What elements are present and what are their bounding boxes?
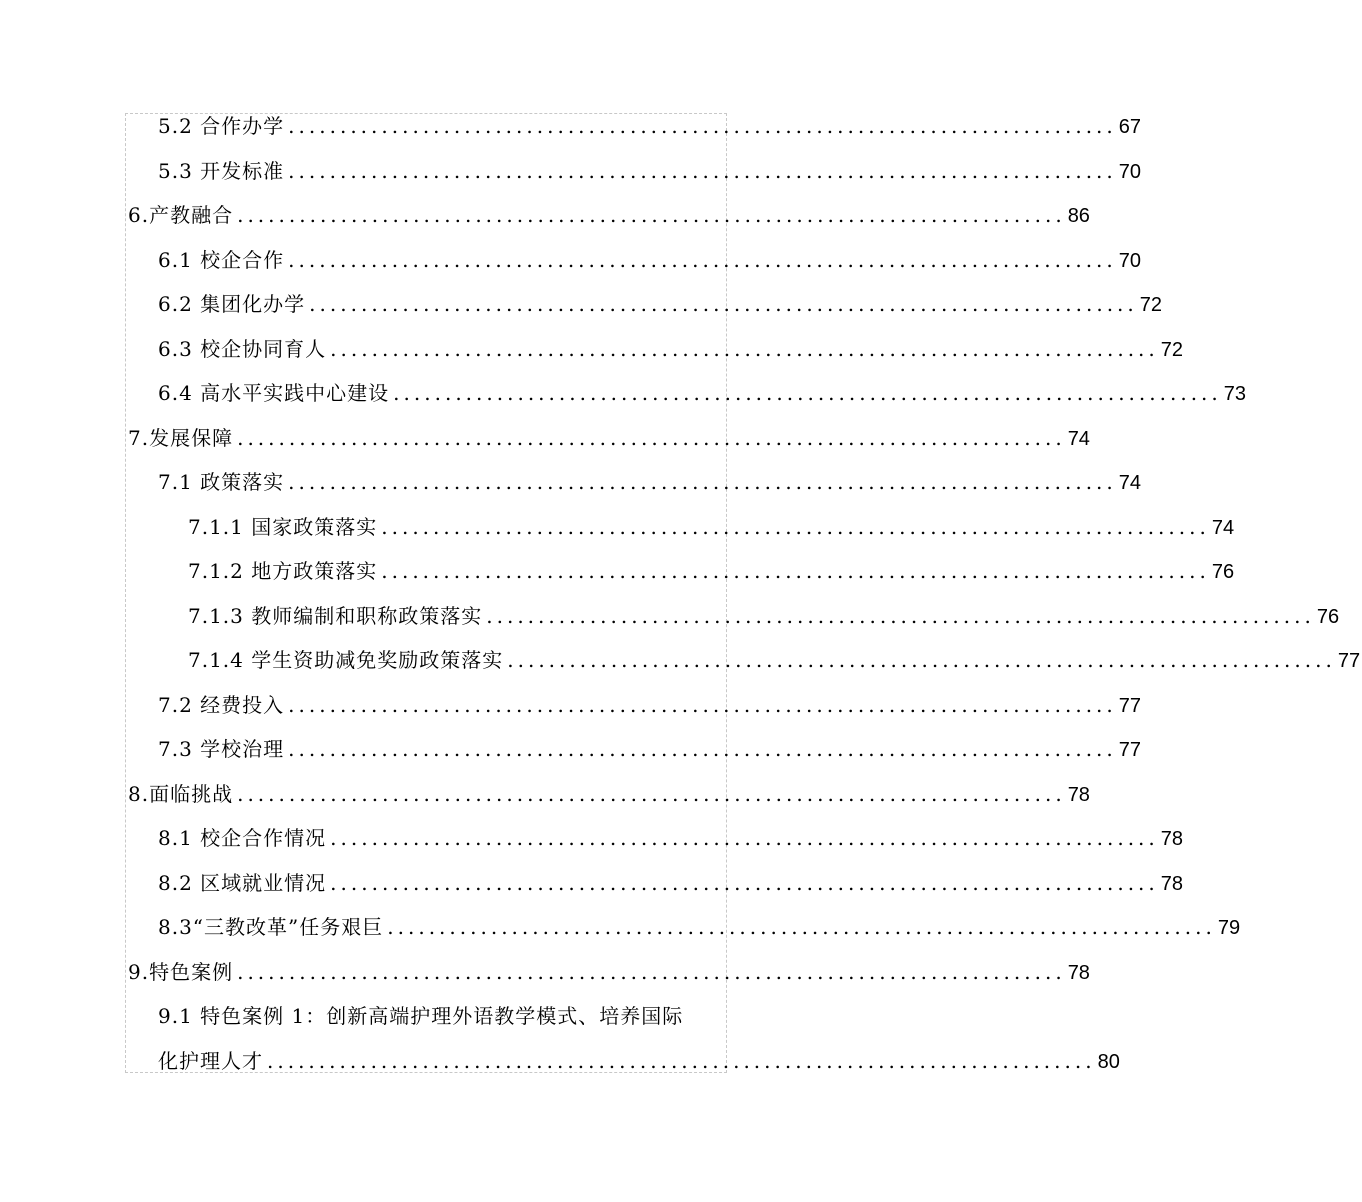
toc-entry[interactable] [125,149,1142,194]
toc-dot-leader: ................................................................................ [288,692,1117,717]
toc-page-number: 76 [1316,605,1340,628]
toc-entry[interactable] [125,416,1090,461]
toc-entry[interactable] [125,905,1241,950]
toc-dot-leader: ................................................................................ [387,915,1216,939]
toc-entry[interactable] [125,638,1361,683]
toc-entry-title: 7.1 政策落实 [158,470,285,494]
toc-entry-title: 7.2 经费投入 [158,692,285,717]
toc-page-number: 78 [1067,783,1090,806]
toc-entry-title: 6.1 校企合作 [158,247,285,272]
toc-page-number: 78 [1160,872,1184,895]
toc-entry-title: 8.面临挑战 [128,781,234,806]
toc-dot-leader: ................................................................................ [309,292,1138,316]
toc-entry-title-continued: 化护理人才 [158,1048,263,1073]
table-of-contents [125,104,1361,1083]
toc-dot-leader: ................................................................................ [237,959,1066,984]
toc-entry-title: 7.1.4 学生资助减免奖励政策落实 [188,648,504,672]
toc-entry-title: 5.3 开发标准 [158,158,285,183]
toc-dot-leader: ................................................................................ [237,781,1066,806]
toc-page-number: 73 [1223,383,1247,405]
toc-dot-leader: ................................................................................ [288,737,1117,761]
toc-entry-title: 7.1.2 地方政策落实 [188,559,378,583]
toc-page-number: 78 [1067,961,1090,984]
toc-entry-title: 6.2 集团化办学 [158,292,306,316]
toc-dot-leader: ................................................................................ [288,158,1117,183]
toc-dot-leader: ................................................................................ [288,114,1117,138]
toc-page-number: 74 [1211,516,1235,539]
toc-entry-title: 8.3“三教改革”任务艰巨 [158,915,384,939]
toc-entry-continuation [158,1039,1120,1084]
toc-entry-title: 8.1 校企合作情况 [158,826,327,850]
toc-entry[interactable] [125,371,1247,416]
toc-entry-title: 8.2 区域就业情况 [158,870,327,895]
toc-entry[interactable] [125,327,1184,372]
toc-dot-leader: ................................................................................ [330,826,1159,850]
toc-page-number: 80 [1097,1050,1120,1073]
toc-page-number: 67 [1118,116,1142,138]
toc-entry[interactable] [125,104,1142,149]
toc-entry-title: 7.1.3 教师编制和职称政策落实 [188,603,483,628]
toc-entry[interactable] [125,816,1184,861]
toc-page-number: 72 [1160,338,1184,361]
toc-entry-title: 9.特色案例 [128,959,234,984]
toc-dot-leader: ................................................................................ [486,603,1315,628]
toc-dot-leader: ................................................................................ [507,648,1336,672]
toc-entry[interactable] [125,238,1142,283]
toc-dot-leader: ................................................................................ [267,1048,1096,1073]
toc-entry[interactable] [125,460,1142,505]
toc-entry[interactable] [125,594,1340,639]
toc-entry-title: 6.产教融合 [128,203,234,227]
toc-entry[interactable] [125,727,1142,772]
toc-entry-title: 9.1 特色案例 1：创新高端护理外语教学模式、培养国际 [158,1004,684,1028]
toc-dot-leader: ................................................................................ [288,470,1117,494]
toc-dot-leader: ................................................................................ [237,425,1066,450]
toc-page-number: 72 [1139,294,1163,316]
toc-dot-leader: ................................................................................ [381,559,1210,583]
toc-dot-leader: ................................................................................ [237,203,1066,227]
toc-page-number: 79 [1217,917,1241,939]
toc-entry[interactable] [125,861,1184,906]
toc-entry[interactable] [125,549,1235,594]
toc-entry[interactable] [125,505,1235,550]
toc-dot-leader: ................................................................................ [381,514,1210,539]
toc-entry[interactable] [125,950,1090,995]
toc-page-number: 74 [1067,427,1090,450]
toc-entry[interactable] [125,193,1090,238]
toc-entry-title: 7.3 学校治理 [158,737,285,761]
toc-page-number: 70 [1118,249,1142,272]
toc-dot-leader: ................................................................................ [288,247,1117,272]
toc-dot-leader: ................................................................................ [330,336,1159,361]
toc-page-number: 77 [1118,739,1142,761]
toc-entry[interactable] [125,772,1090,817]
toc-page-number: 76 [1211,561,1235,583]
toc-entry-title: 6.3 校企协同育人 [158,336,327,361]
toc-entry[interactable] [125,994,1120,1083]
toc-entry[interactable] [125,282,1163,327]
toc-page-number: 86 [1067,205,1090,227]
toc-page-number: 77 [1118,694,1142,717]
toc-entry[interactable] [125,683,1142,728]
toc-entry-title: 7.1.1 国家政策落实 [188,514,378,539]
toc-dot-leader: ................................................................................ [330,870,1159,895]
toc-page-number: 78 [1160,828,1184,850]
toc-page-number: 77 [1337,650,1361,672]
toc-page-number: 74 [1118,472,1142,494]
toc-page-number: 70 [1118,160,1142,183]
toc-dot-leader: ................................................................................ [393,381,1222,405]
toc-entry-title: 6.4 高水平实践中心建设 [158,381,390,405]
toc-entry-title: 7.发展保障 [128,425,234,450]
toc-entry-title: 5.2 合作办学 [158,114,285,138]
